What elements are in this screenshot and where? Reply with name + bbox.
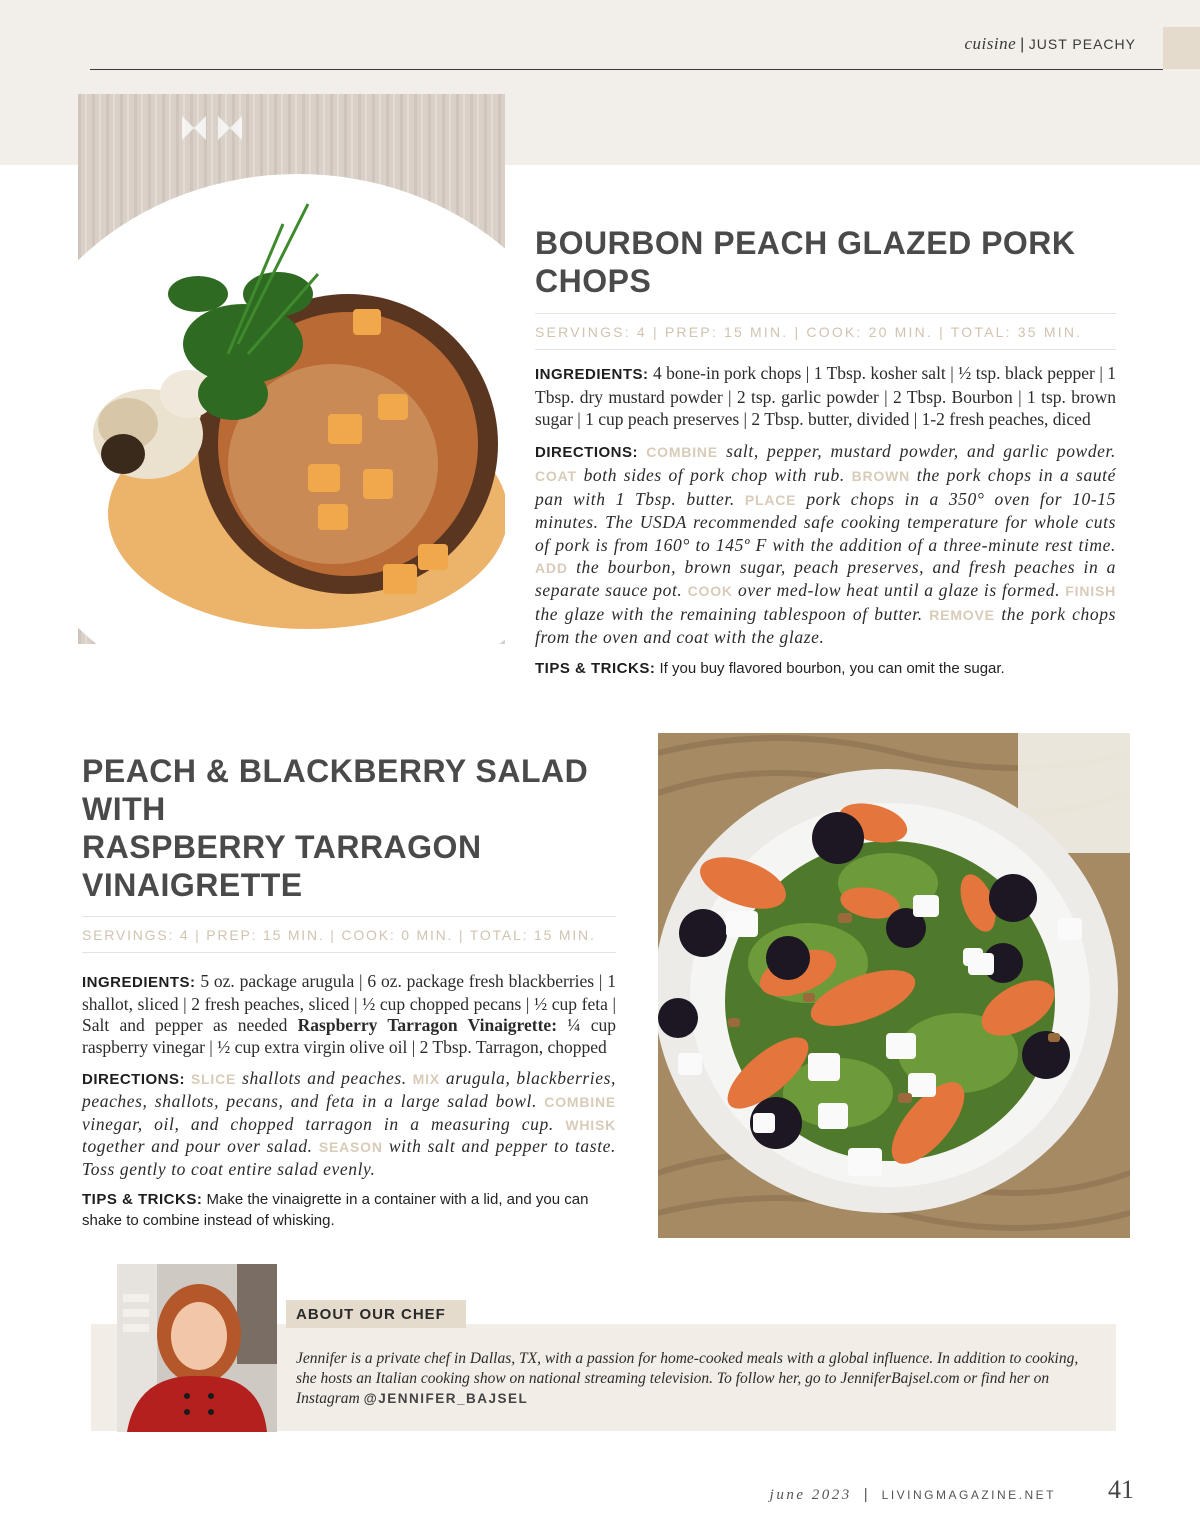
recipe-pork-chops: [535, 224, 1116, 679]
direction-verb: COAT: [535, 468, 577, 485]
meta-rule: [535, 349, 1116, 350]
directions-label: DIRECTIONS:: [82, 1071, 185, 1089]
pork-chop-photo: [78, 94, 505, 644]
chef-bio-text: Jennifer is a private chef in Dallas, TX, with a passion for home-cooked meals with a global influence. In addition to cooking, she hosts an Italian cooking show on national streaming television. To follow her, go to JenniferBajsel.com or find her on Instagram: [296, 1350, 1079, 1407]
tips-text: Make the vinaigrette in a container with a lid, and you can shake to combine instead of whisking.: [82, 1191, 589, 1230]
ingredients-text: 4 bone-in pork chops | 1 Tbsp. kosher salt | ½ tsp. black pepper | 1 Tbsp. dry mustard powder | 2 tsp. garlic powder | 2 Tbsp. Bourbon | 1 tsp. brown sugar | 1 cup peach preserves | 2 Tbsp. butter, divided | 1-2 fresh peaches, diced: [535, 363, 1116, 429]
direction-text: vinegar, oil, and chopped tarragon in a measuring cup.: [82, 1113, 566, 1134]
salad-photo: [658, 733, 1130, 1238]
directions-paragraph: [82, 1068, 616, 1180]
direction-verb: REMOVE: [929, 606, 995, 623]
tips-label: TIPS & TRICKS:: [535, 659, 656, 677]
page-footer: [770, 1486, 1056, 1504]
directions-label: DIRECTIONS:: [535, 444, 638, 461]
direction-verb: COMBINE: [544, 1093, 616, 1110]
direction-text: both sides of pork chop with rub.: [576, 465, 852, 486]
direction-verb: SEASON: [318, 1139, 383, 1156]
corner-tab: [1163, 27, 1200, 69]
instagram-handle[interactable]: @JENNIFER_BAJSEL: [363, 1391, 529, 1406]
ingredients-paragraph: [535, 362, 1116, 430]
recipe-title: [82, 752, 616, 904]
direction-text: arugula, blackberries, peaches, shallots, pecans, and feta in a large salad bowl.: [82, 1068, 617, 1111]
direction-verb: FINISH: [1065, 583, 1116, 600]
direction-text: over med-low heat until a glaze is formed.: [732, 580, 1066, 601]
direction-verb: COMBINE: [646, 444, 718, 460]
tips-text: If you buy flavored bourbon, you can omit the sugar.: [659, 659, 1005, 677]
section-name: JUST PEACHY: [1028, 36, 1136, 52]
direction-text: pork chops in a 350° oven for 10-15 minutes. The USDA recommended safe cooking temperature for whole cuts of pork is from 160° to 145º F with the addition of a three-minute rest time.: [535, 488, 1116, 555]
tips-paragraph: [82, 1189, 616, 1231]
recipe-title-line-2: RASPBERRY TARRAGON VINAIGRETTE: [82, 829, 482, 903]
page-number: 41: [1108, 1475, 1134, 1504]
direction-verb: BROWN: [851, 468, 910, 485]
section-category: cuisine: [964, 34, 1017, 53]
vinaigrette-text: ¼ cup raspberry vinegar | ½ cup extra virgin olive oil | 2 Tbsp. Tarragon, chopped: [82, 1015, 616, 1057]
direction-verb: PLACE: [744, 491, 797, 508]
tips-paragraph: [535, 658, 1116, 679]
direction-text: the bourbon, brown sugar, peach preserves, and fresh peaches in a separate sauce pot.: [535, 557, 1116, 601]
vinaigrette-heading: Raspberry Tarragon Vinaigrette:: [297, 1015, 558, 1036]
header-rule: [90, 69, 1163, 70]
direction-verb: MIX: [412, 1071, 440, 1088]
recipe-meta: SERVINGS: 4 | PREP: 15 MIN. | COOK: 20 MIN. | TOTAL: 35 MIN.: [535, 324, 1083, 340]
header-separator: |: [1020, 36, 1025, 53]
title-rule: [535, 313, 1116, 314]
direction-text: with salt and pepper to taste. Toss gently to coat entire salad evenly.: [82, 1136, 616, 1179]
footer-separator: |: [863, 1486, 870, 1503]
direction-verb: SLICE: [190, 1071, 237, 1088]
direction-text: the pork chops in a sauté pan with 1 Tbsp. butter.: [535, 465, 1116, 509]
recipe-meta: SERVINGS: 4 | PREP: 15 MIN. | COOK: 0 MIN. | TOTAL: 15 MIN.: [82, 927, 596, 943]
recipe-title-line-1: PEACH & BLACKBERRY SALAD WITH: [82, 753, 589, 827]
direction-text: together and pour over salad.: [82, 1136, 319, 1157]
direction-text: salt, pepper, mustard powder, and garlic powder.: [717, 441, 1116, 461]
directions-paragraph: [535, 440, 1116, 649]
direction-text: shallots and peaches.: [236, 1068, 413, 1089]
direction-text: the pork chops from the oven and coat with the glaze.: [535, 603, 1116, 648]
recipe-salad: [82, 752, 616, 1231]
recipe-title: BOURBON PEACH GLAZED PORK CHOPS: [535, 225, 1076, 299]
website-link[interactable]: LIVINGMAGAZINE.NET: [881, 1488, 1056, 1502]
ingredients-label: INGREDIENTS:: [82, 974, 196, 991]
meta-rule: [82, 952, 616, 953]
direction-verb: ADD: [535, 560, 568, 577]
tips-label: TIPS & TRICKS:: [82, 1191, 203, 1209]
direction-verb: WHISK: [565, 1116, 616, 1133]
issue-date: june 2023: [769, 1487, 852, 1503]
direction-text: the glaze with the remaining tablespoon of butter.: [535, 603, 930, 624]
section-header: [964, 34, 1136, 54]
ingredients-paragraph: [82, 971, 616, 1058]
title-rule: [82, 916, 616, 917]
chef-bio: [296, 1349, 1096, 1409]
chef-portrait: [117, 1264, 277, 1432]
ingredients-text: 5 oz. package arugula | 6 oz. package fresh blackberries | 1 shallot, sliced | 2 fresh peaches, sliced | ½ cup chopped pecans | ½ cup feta | Salt and pepper as needed: [82, 971, 616, 1036]
direction-verb: COOK: [687, 583, 733, 600]
ingredients-label: INGREDIENTS:: [535, 366, 649, 383]
about-chef-label: ABOUT OUR CHEF: [286, 1300, 466, 1328]
